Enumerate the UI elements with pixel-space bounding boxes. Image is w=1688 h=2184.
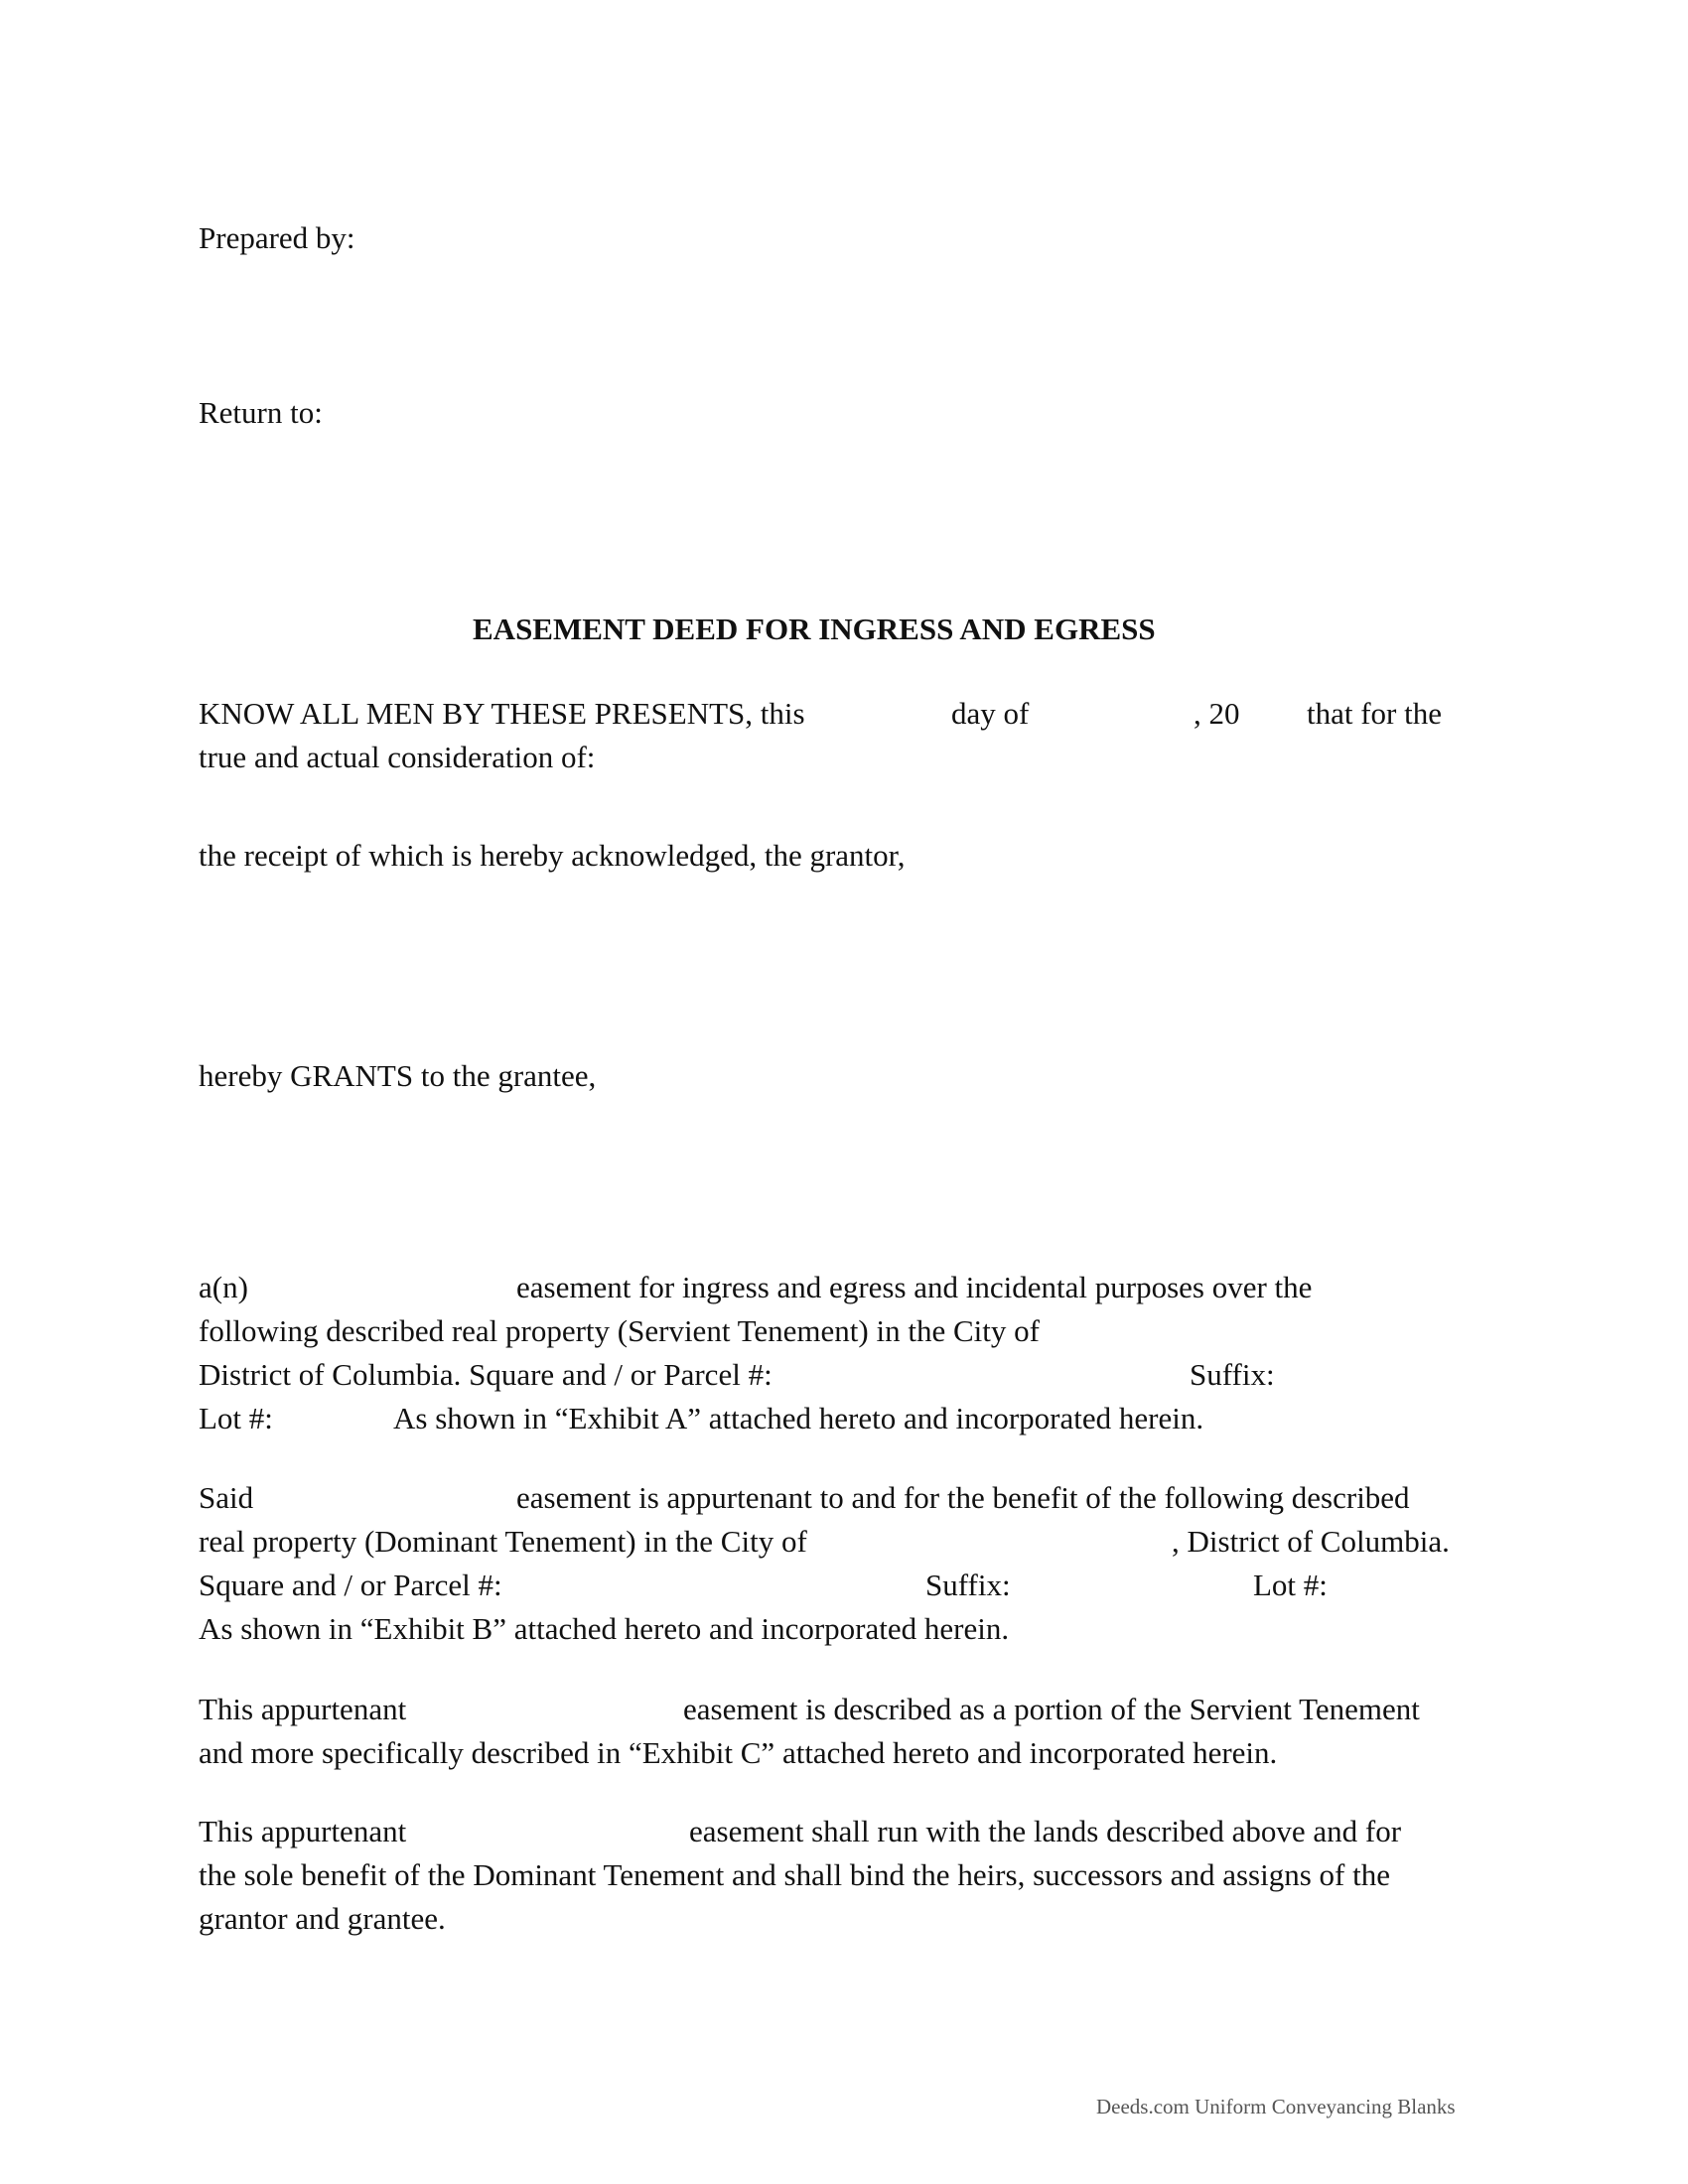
servient-line-4-lot: Lot #: [199,1401,273,1435]
dominant-line-3-lot: Lot #: [1253,1568,1328,1602]
intro-line-1-year: , 20 [1194,696,1240,731]
servient-line-3-suffix: Suffix: [1190,1357,1275,1392]
dominant-line-1-end: easement is appurtenant to and for the benefit of the following described [516,1480,1410,1515]
prepared-by-label: Prepared by: [199,220,355,255]
dominant-line-1-start: Said [199,1480,254,1515]
servient-line-4-exhibit: As shown in “Exhibit A” attached hereto and incorporated herein. [393,1401,1204,1435]
dominant-line-3-suffix: Suffix: [925,1568,1011,1602]
intro-line-1-start: KNOW ALL MEN BY THESE PRESENTS, this [199,696,805,731]
dominant-line-3-parcel: Square and / or Parcel #: [199,1568,502,1602]
intro-line-2: true and actual consideration of: [199,740,596,774]
portion-line-1-start: This appurtenant [199,1692,407,1726]
portion-line-2: and more specifically described in “Exhibit C” attached hereto and incorporated herein. [199,1735,1278,1770]
dominant-line-4: As shown in “Exhibit B” attached hereto and incorporated herein. [199,1611,1010,1646]
intro-line-1-end: that for the [1307,696,1443,731]
servient-line-3-start: District of Columbia. Square and / or Parcel #: [199,1357,773,1392]
dominant-line-2-start: real property (Dominant Tenement) in the City of [199,1524,807,1559]
servient-line-1-start: a(n) [199,1270,248,1304]
portion-line-1-end: easement is described as a portion of the Servient Tenement [683,1692,1420,1726]
servient-line-2: following described real property (Servient Tenement) in the City of [199,1313,1040,1348]
run-line-1-end: easement shall run with the lands described above and for [689,1814,1402,1848]
return-to-label: Return to: [199,395,323,430]
run-line-1-start: This appurtenant [199,1814,407,1848]
servient-line-1-end: easement for ingress and egress and incidental purposes over the [516,1270,1313,1304]
grants-line: hereby GRANTS to the grantee, [199,1058,597,1093]
document-title: EASEMENT DEED FOR INGRESS AND EGRESS [473,612,1156,646]
intro-line-1-day-of: day of [951,696,1030,731]
run-line-2: the sole benefit of the Dominant Tenement and shall bind the heirs, successors and assigns of the [199,1857,1390,1892]
footer-credit: Deeds.com Uniform Conveyancing Blanks [1096,2095,1456,2118]
dominant-line-2-end: , District of Columbia. [1172,1524,1450,1559]
run-line-3: grantor and grantee. [199,1901,446,1936]
receipt-line: the receipt of which is hereby acknowledged, the grantor, [199,838,906,873]
